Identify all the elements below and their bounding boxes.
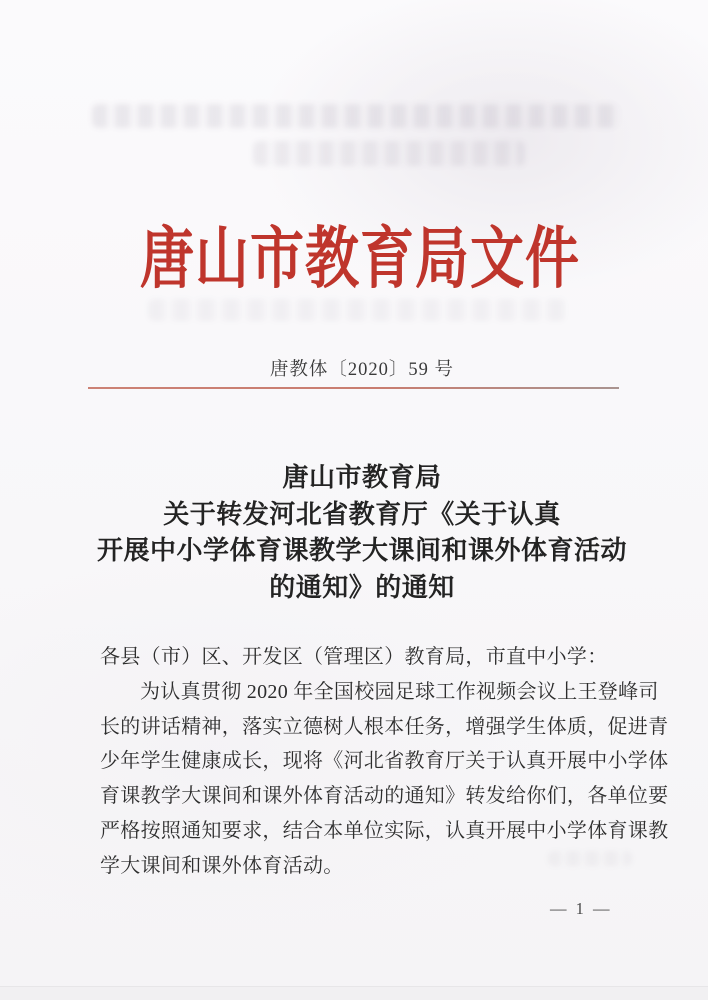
- body-line: 育课教学大课间和课外体育活动的通知》转发给你们，各单位要: [100, 785, 669, 808]
- ink-bleed-through-artifact: [253, 141, 525, 166]
- ink-bleed-through-artifact: [92, 104, 620, 128]
- body-line: 少年学生健康成长，现将《河北省教育厅关于认真开展中小学体: [100, 750, 669, 773]
- red-divider-line: [88, 387, 619, 389]
- title-line-2: 关于转发河北省教育厅《关于认真: [163, 499, 561, 529]
- document-body: [100, 640, 672, 884]
- document-title: [8, 460, 708, 606]
- title-line-3: 开展中小学体育课教学大课间和课外体育活动: [96, 536, 627, 565]
- paper-bottom-edge: [0, 986, 708, 1000]
- body-line: 严格按照通知要求，结合本单位实际，认真开展中小学体育课教: [100, 819, 669, 842]
- salutation-line: 各县（市）区、开发区（管理区）教育局，市直中小学：: [100, 646, 608, 668]
- document-reference-number: 唐教体〔2020〕59 号: [269, 360, 455, 380]
- page-number: — 1 —: [550, 899, 612, 918]
- document-header-title: 唐山市教育局文件: [140, 221, 580, 297]
- body-line: 为认真贯彻 2020 年全国校园足球工作视频会议上王登峰司: [140, 680, 659, 703]
- title-line-4: 的通知》的通知: [269, 572, 455, 602]
- title-line-1: 唐山市教育局: [282, 463, 442, 492]
- body-line: 学大课间和课外体育活动。: [100, 854, 344, 877]
- body-line: 长的讲话精神，落实立德树人根本任务，增强学生体质，促进青: [100, 715, 669, 738]
